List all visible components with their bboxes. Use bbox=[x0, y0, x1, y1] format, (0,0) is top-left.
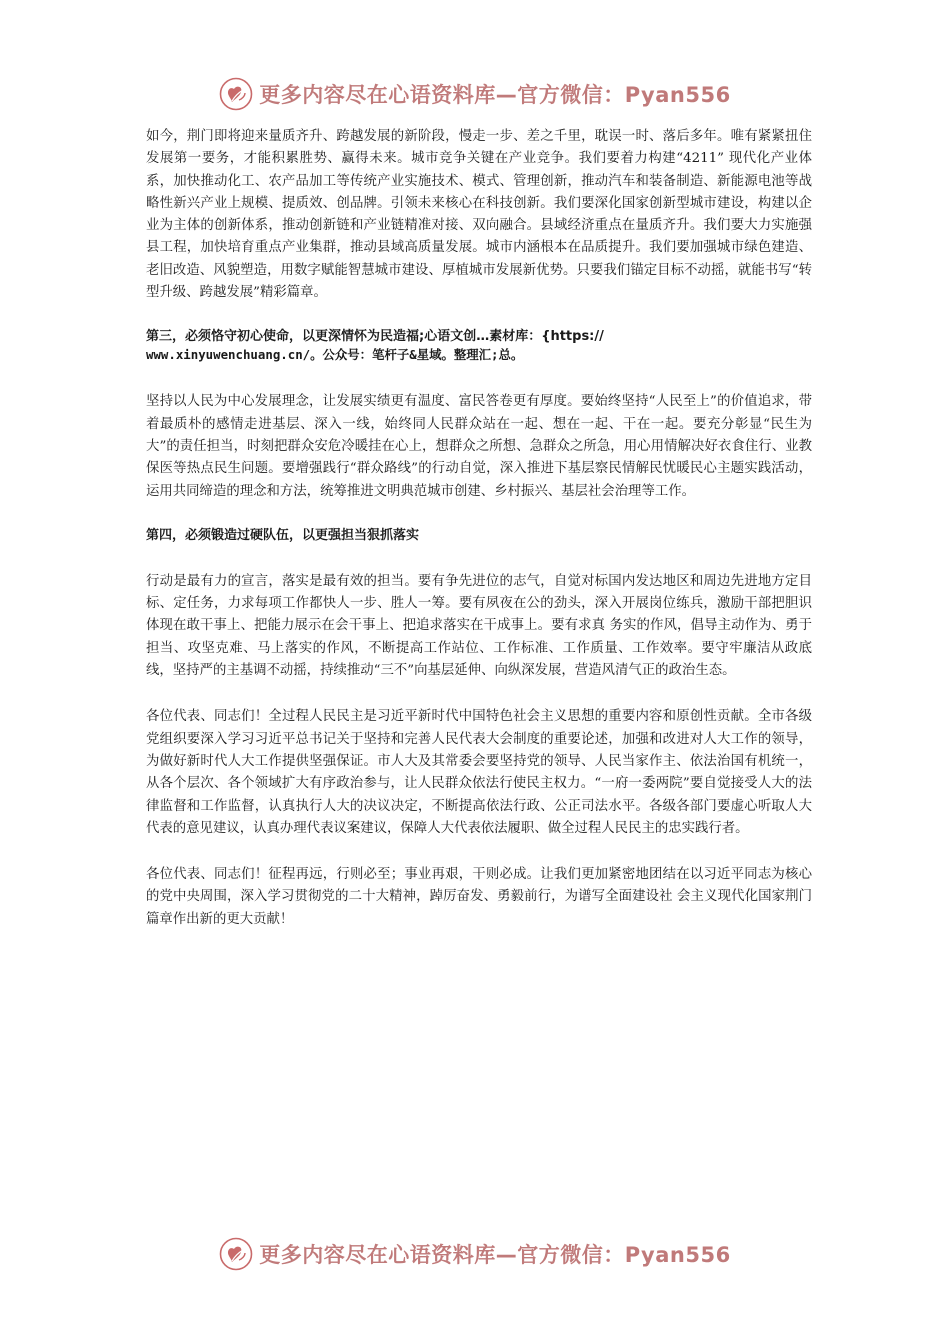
paragraph: 各位代表、同志们！征程再远，行则必至；事业再艰，干则必成。让我们更加紧密地团结在以习近平同志为核心的党中央周围，深入学习贯彻党的二十大精神，踔厉奋发、勇毅前行，为谱写全面建设社 会主义现代化国家荆门篇章作出新的更大贡献！ bbox=[146, 867, 812, 927]
document-body bbox=[146, 126, 812, 955]
footer-watermark-banner bbox=[0, 1232, 950, 1276]
heading-source-line: www.xinyuwenchuang.cn/。公众号：笔杆子&星域。整理汇;总。 bbox=[146, 347, 524, 363]
watermark-text: 更多内容尽在心语资料库—官方微信：Pyan556 bbox=[259, 1243, 731, 1267]
heading-line: 第三，必须恪守初心使命，以更深情怀为民造福;心语文创…素材库：{https:// bbox=[146, 329, 604, 345]
paragraph: 坚持以人民为中心发展理念，让发展实绩更有温度、富民答卷更有厚度。要始终坚持“人民至上”的价值追求，带着最质朴的感情走进基层、深入一线，始终同人民群众站在一起、想在一起、干在一起。要充分彰显“民生为大”的责任担当，时刻把群众安危冷暖挂在心上，想群众之所想、急群众之所急，用心用情解决好衣食住行、业教保医等热点民生问题。要增强践行“群众路线”的行动自觉，深入推进下基层察民情解民忧暖民心主题实践活动，运用共同缔造的理念和方法，统筹推进文明典范城市创建、乡村振兴、基层社会治理等工作。 bbox=[146, 394, 812, 499]
section-heading: 第四，必须锻造过硬队伍，以更强担当狠抓落实 bbox=[146, 527, 420, 543]
paragraph: 行动是最有力的宣言，落实是最有效的担当。要有争先进位的志气，自觉对标国内发达地区和周边先进地方定目标、定任务，力求每项工作都快人一步、胜人一筹。要有夙夜在公的劲头，深入开展岗位练兵，激励干部把胆识体现在敢干事上、把能力展示在会干事上、把追求落实在干成事上。要有求真 务实的作风，倡导主动作为、勇于担当、攻坚克难、马上落实的作风，不断提高工作站位、工作标准、工作质量、工作效率。要守牢廉洁从政底线，坚持严的主基调不动摇，持续推动“三不”向基层延伸、向纵深发展，营造风清气正的政治生态。 bbox=[146, 573, 812, 679]
heart-leaf-logo-icon bbox=[219, 77, 253, 111]
section-heading bbox=[146, 328, 812, 365]
paragraph: 如今，荆门即将迎来量质齐升、跨越发展的新阶段，慢走一步、差之千里，耽误一时、落后多年。唯有紧紧扭住发展第一要务，才能积累胜势、赢得未来。城市竞争关键在产业竞争。我们要着力构建“4211” 现代化产业体系，加快推动化工、农产品加工等传统产业实施技术、模式、管理创新，推动汽车和装备制造、新能源电池等战略性新兴产业上规模、提质效、创品牌。引领未来核心在科技创新。我们要深化国家创新型城市建设，构建以企业为主体的创新体系，推动创新链和产业链精准对接、双向融合。县域经济重点在量质齐升。我们要大力实施强县工程，加快培育重点产业集群，推动县域高质量发展。城市内涵根本在品质提升。我们要加强城市绿色建造、老旧改造、风貌塑造，用数字赋能智慧城市建设、厚植城市发展新优势。只要我们锚定目标不动摇，就能书写“转型升级、跨越发展”精彩篇章。 bbox=[146, 129, 812, 301]
header-watermark-banner bbox=[0, 72, 950, 116]
paragraph: 各位代表、同志们！全过程人民民主是习近平新时代中国特色社会主义思想的重要内容和原创性贡献。全市各级党组织要深入学习习近平总书记关于坚持和完善人民代表大会制度的重要论述，加强和改进对人大工作的领导，为做好新时代人大工作提供坚强保证。市人大及其常委会要坚持党的领导、人民当家作主、依法治国有机统一，从各个层次、各个领域扩大有序政治参与，让人民群众依法行使民主权力。“一府一委两院”要自觉接受人大的法律监督和工作监督，认真执行人大的决议决定，不断提高依法行政、公正司法水平。各级各部门要虚心听取人大代表的意见建议，认真办理代表议案建议，保障人大代表依法履职、做全过程人民民主的忠实践行者。 bbox=[146, 709, 812, 836]
watermark-text: 更多内容尽在心语资料库—官方微信：Pyan556 bbox=[259, 83, 731, 107]
heart-leaf-logo-icon bbox=[219, 1237, 253, 1271]
